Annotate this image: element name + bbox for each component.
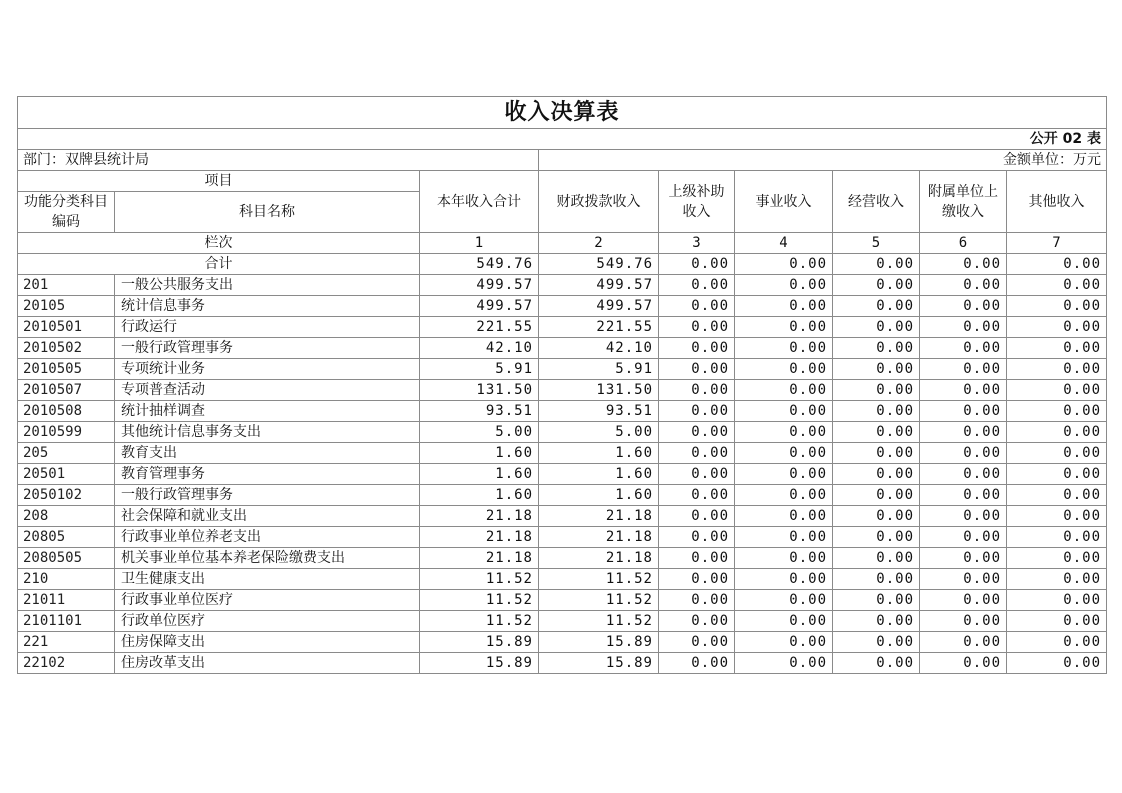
amount-cell: 0.00 <box>920 653 1007 674</box>
table-row <box>18 422 1107 443</box>
amount-cell: 0.00 <box>833 569 920 590</box>
amount-cell: 499.57 <box>539 275 659 296</box>
total-cell: 0.00 <box>1007 254 1107 275</box>
amount-cell: 0.00 <box>833 632 920 653</box>
amount-cell: 11.52 <box>420 569 539 590</box>
amount-cell: 5.91 <box>539 359 659 380</box>
amount-cell: 0.00 <box>833 401 920 422</box>
amount-cell: 0.00 <box>1007 548 1107 569</box>
amount-cell: 0.00 <box>920 338 1007 359</box>
function-code-cell: 221 <box>18 632 115 653</box>
table-row <box>18 464 1107 485</box>
amount-cell: 0.00 <box>1007 275 1107 296</box>
amount-cell: 0.00 <box>659 527 735 548</box>
amount-cell: 0.00 <box>920 506 1007 527</box>
amount-cell: 0.00 <box>659 380 735 401</box>
total-cell: 549.76 <box>420 254 539 275</box>
amount-cell: 15.89 <box>539 632 659 653</box>
amount-cell: 1.60 <box>539 443 659 464</box>
amount-cell: 0.00 <box>659 359 735 380</box>
subject-name-cell: 教育管理事务 <box>115 464 420 485</box>
amount-cell: 42.10 <box>539 338 659 359</box>
amount-cell: 0.00 <box>1007 485 1107 506</box>
department-label: 部门：双牌县统计局 <box>18 150 539 171</box>
amount-cell: 0.00 <box>735 611 833 632</box>
amount-cell: 1.60 <box>539 485 659 506</box>
amount-cell: 0.00 <box>735 275 833 296</box>
subject-name-cell: 社会保障和就业支出 <box>115 506 420 527</box>
col-number: 2 <box>539 233 659 254</box>
total-cell: 549.76 <box>539 254 659 275</box>
amount-cell: 11.52 <box>539 611 659 632</box>
amount-cell: 0.00 <box>920 443 1007 464</box>
amount-cell: 0.00 <box>659 443 735 464</box>
header-col-operating: 经营收入 <box>833 171 920 233</box>
header-col-fiscal: 财政拨款收入 <box>539 171 659 233</box>
function-code-cell: 2010599 <box>18 422 115 443</box>
amount-cell: 5.00 <box>539 422 659 443</box>
amount-cell: 0.00 <box>1007 338 1107 359</box>
amount-cell: 0.00 <box>833 443 920 464</box>
amount-cell: 0.00 <box>659 548 735 569</box>
subject-name-cell: 一般公共服务支出 <box>115 275 420 296</box>
col-number: 3 <box>659 233 735 254</box>
total-cell: 0.00 <box>659 254 735 275</box>
function-code-cell: 2010501 <box>18 317 115 338</box>
amount-cell: 0.00 <box>1007 569 1107 590</box>
total-cell: 0.00 <box>920 254 1007 275</box>
amount-cell: 0.00 <box>735 338 833 359</box>
table-title: 收入决算表 <box>18 97 1107 129</box>
amount-cell: 0.00 <box>735 422 833 443</box>
function-code-cell: 2050102 <box>18 485 115 506</box>
subject-name-cell: 一般行政管理事务 <box>115 338 420 359</box>
amount-cell: 0.00 <box>735 527 833 548</box>
function-code-cell: 210 <box>18 569 115 590</box>
amount-cell: 21.18 <box>420 548 539 569</box>
amount-cell: 21.18 <box>420 506 539 527</box>
amount-cell: 0.00 <box>920 401 1007 422</box>
amount-cell: 0.00 <box>659 611 735 632</box>
function-code-cell: 2010508 <box>18 401 115 422</box>
amount-cell: 21.18 <box>539 527 659 548</box>
amount-cell: 0.00 <box>659 653 735 674</box>
amount-cell: 0.00 <box>659 296 735 317</box>
total-label: 合计 <box>18 254 420 275</box>
amount-cell: 15.89 <box>539 653 659 674</box>
col-number: 6 <box>920 233 1007 254</box>
amount-cell: 0.00 <box>920 380 1007 401</box>
amount-cell: 0.00 <box>1007 464 1107 485</box>
function-code-cell: 20501 <box>18 464 115 485</box>
amount-cell: 1.60 <box>539 464 659 485</box>
amount-cell: 221.55 <box>420 317 539 338</box>
col-number: 7 <box>1007 233 1107 254</box>
subject-name-cell: 专项普查活动 <box>115 380 420 401</box>
function-code-cell: 201 <box>18 275 115 296</box>
function-code-cell: 2101101 <box>18 611 115 632</box>
amount-cell: 0.00 <box>833 317 920 338</box>
form-number: 公开 02 表 <box>18 129 1107 150</box>
amount-cell: 42.10 <box>420 338 539 359</box>
amount-cell: 0.00 <box>833 527 920 548</box>
table-row <box>18 653 1107 674</box>
amount-cell: 0.00 <box>1007 443 1107 464</box>
amount-cell: 5.00 <box>420 422 539 443</box>
amount-cell: 0.00 <box>735 590 833 611</box>
table-row <box>18 401 1107 422</box>
amount-cell: 131.50 <box>539 380 659 401</box>
amount-cell: 0.00 <box>833 275 920 296</box>
amount-cell: 0.00 <box>1007 653 1107 674</box>
amount-cell: 0.00 <box>833 485 920 506</box>
table-row <box>18 275 1107 296</box>
table-row <box>18 569 1107 590</box>
amount-cell: 0.00 <box>920 296 1007 317</box>
table-row <box>18 506 1107 527</box>
subject-name-cell: 教育支出 <box>115 443 420 464</box>
table-row <box>18 632 1107 653</box>
subject-name-cell: 其他统计信息事务支出 <box>115 422 420 443</box>
subject-name-cell: 行政事业单位养老支出 <box>115 527 420 548</box>
subject-name-cell: 行政单位医疗 <box>115 611 420 632</box>
function-code-cell: 2080505 <box>18 548 115 569</box>
amount-cell: 0.00 <box>735 548 833 569</box>
amount-cell: 0.00 <box>920 485 1007 506</box>
subject-name-cell: 住房保障支出 <box>115 632 420 653</box>
amount-cell: 0.00 <box>735 443 833 464</box>
header-col-total: 本年收入合计 <box>420 171 539 233</box>
function-code-cell: 2010502 <box>18 338 115 359</box>
amount-cell: 93.51 <box>539 401 659 422</box>
amount-cell: 0.00 <box>920 422 1007 443</box>
table-row <box>18 296 1107 317</box>
amount-cell: 0.00 <box>920 464 1007 485</box>
table-row <box>18 527 1107 548</box>
subject-name-cell: 专项统计业务 <box>115 359 420 380</box>
function-code-cell: 2010505 <box>18 359 115 380</box>
header-func-code: 功能分类科目编码 <box>18 192 115 233</box>
subject-name-cell: 一般行政管理事务 <box>115 485 420 506</box>
amount-cell: 0.00 <box>920 590 1007 611</box>
col-number: 5 <box>833 233 920 254</box>
amount-cell: 0.00 <box>833 359 920 380</box>
total-cell: 0.00 <box>833 254 920 275</box>
function-code-cell: 20105 <box>18 296 115 317</box>
amount-cell: 0.00 <box>833 464 920 485</box>
col-number: 1 <box>420 233 539 254</box>
amount-cell: 0.00 <box>659 275 735 296</box>
amount-cell: 0.00 <box>659 569 735 590</box>
amount-cell: 11.52 <box>539 569 659 590</box>
col-number: 4 <box>735 233 833 254</box>
amount-cell: 0.00 <box>833 611 920 632</box>
table-row <box>18 485 1107 506</box>
amount-cell: 0.00 <box>920 548 1007 569</box>
amount-cell: 0.00 <box>833 653 920 674</box>
header-col-affiliated: 附属单位上缴收入 <box>920 171 1007 233</box>
amount-cell: 221.55 <box>539 317 659 338</box>
amount-cell: 499.57 <box>420 296 539 317</box>
amount-cell: 0.00 <box>735 401 833 422</box>
subject-name-cell: 机关事业单位基本养老保险缴费支出 <box>115 548 420 569</box>
amount-cell: 0.00 <box>659 506 735 527</box>
table-row <box>18 359 1107 380</box>
function-code-cell: 205 <box>18 443 115 464</box>
amount-cell: 0.00 <box>735 317 833 338</box>
amount-cell: 15.89 <box>420 632 539 653</box>
amount-cell: 0.00 <box>1007 296 1107 317</box>
subject-name-cell: 统计抽样调查 <box>115 401 420 422</box>
amount-cell: 0.00 <box>735 632 833 653</box>
amount-cell: 0.00 <box>920 527 1007 548</box>
amount-cell: 0.00 <box>833 422 920 443</box>
amount-cell: 15.89 <box>420 653 539 674</box>
amount-cell: 0.00 <box>735 359 833 380</box>
amount-cell: 0.00 <box>659 338 735 359</box>
amount-cell: 499.57 <box>420 275 539 296</box>
amount-cell: 0.00 <box>1007 506 1107 527</box>
amount-cell: 0.00 <box>920 359 1007 380</box>
amount-cell: 0.00 <box>1007 611 1107 632</box>
amount-cell: 21.18 <box>539 548 659 569</box>
amount-cell: 0.00 <box>1007 359 1107 380</box>
header-subject-name: 科目名称 <box>115 192 420 233</box>
header-project: 项目 <box>18 171 420 192</box>
amount-cell: 0.00 <box>1007 590 1107 611</box>
amount-cell: 0.00 <box>659 632 735 653</box>
amount-cell: 11.52 <box>420 611 539 632</box>
function-code-cell: 21011 <box>18 590 115 611</box>
amount-cell: 0.00 <box>833 380 920 401</box>
amount-cell: 0.00 <box>1007 422 1107 443</box>
subject-name-cell: 行政事业单位医疗 <box>115 590 420 611</box>
subject-name-cell: 卫生健康支出 <box>115 569 420 590</box>
amount-cell: 131.50 <box>420 380 539 401</box>
amount-cell: 1.60 <box>420 443 539 464</box>
amount-cell: 0.00 <box>735 464 833 485</box>
amount-cell: 0.00 <box>833 548 920 569</box>
table-row <box>18 317 1107 338</box>
subject-name-cell: 住房改革支出 <box>115 653 420 674</box>
total-cell: 0.00 <box>735 254 833 275</box>
amount-unit-label: 金额单位：万元 <box>539 150 1107 171</box>
amount-cell: 5.91 <box>420 359 539 380</box>
amount-cell: 0.00 <box>920 275 1007 296</box>
table-row <box>18 338 1107 359</box>
amount-cell: 0.00 <box>1007 632 1107 653</box>
amount-cell: 0.00 <box>735 380 833 401</box>
amount-cell: 0.00 <box>1007 380 1107 401</box>
amount-cell: 0.00 <box>920 632 1007 653</box>
amount-cell: 0.00 <box>920 569 1007 590</box>
amount-cell: 0.00 <box>833 296 920 317</box>
amount-cell: 0.00 <box>659 317 735 338</box>
amount-cell: 0.00 <box>735 569 833 590</box>
amount-cell: 0.00 <box>735 296 833 317</box>
subject-name-cell: 统计信息事务 <box>115 296 420 317</box>
index-row-label: 栏次 <box>18 233 420 254</box>
function-code-cell: 22102 <box>18 653 115 674</box>
amount-cell: 0.00 <box>1007 317 1107 338</box>
amount-cell: 0.00 <box>920 611 1007 632</box>
amount-cell: 1.60 <box>420 464 539 485</box>
header-col-superior-subsidy: 上级补助收入 <box>659 171 735 233</box>
amount-cell: 11.52 <box>539 590 659 611</box>
amount-cell: 0.00 <box>659 464 735 485</box>
table-row <box>18 443 1107 464</box>
amount-cell: 0.00 <box>833 506 920 527</box>
income-final-accounts-table <box>17 96 1107 674</box>
amount-cell: 499.57 <box>539 296 659 317</box>
amount-cell: 1.60 <box>420 485 539 506</box>
amount-cell: 0.00 <box>735 653 833 674</box>
amount-cell: 0.00 <box>735 485 833 506</box>
amount-cell: 0.00 <box>659 590 735 611</box>
amount-cell: 0.00 <box>833 590 920 611</box>
amount-cell: 21.18 <box>420 527 539 548</box>
subject-name-cell: 行政运行 <box>115 317 420 338</box>
function-code-cell: 2010507 <box>18 380 115 401</box>
amount-cell: 0.00 <box>1007 401 1107 422</box>
table-row <box>18 548 1107 569</box>
amount-cell: 0.00 <box>735 506 833 527</box>
header-col-other: 其他收入 <box>1007 171 1107 233</box>
header-col-business: 事业收入 <box>735 171 833 233</box>
function-code-cell: 20805 <box>18 527 115 548</box>
function-code-cell: 208 <box>18 506 115 527</box>
amount-cell: 0.00 <box>833 338 920 359</box>
amount-cell: 0.00 <box>1007 527 1107 548</box>
amount-cell: 0.00 <box>659 401 735 422</box>
table-row <box>18 380 1107 401</box>
amount-cell: 0.00 <box>659 485 735 506</box>
amount-cell: 0.00 <box>659 422 735 443</box>
amount-cell: 21.18 <box>539 506 659 527</box>
total-row <box>18 254 1107 275</box>
table-row <box>18 590 1107 611</box>
amount-cell: 0.00 <box>920 317 1007 338</box>
amount-cell: 11.52 <box>420 590 539 611</box>
amount-cell: 93.51 <box>420 401 539 422</box>
table-row <box>18 611 1107 632</box>
